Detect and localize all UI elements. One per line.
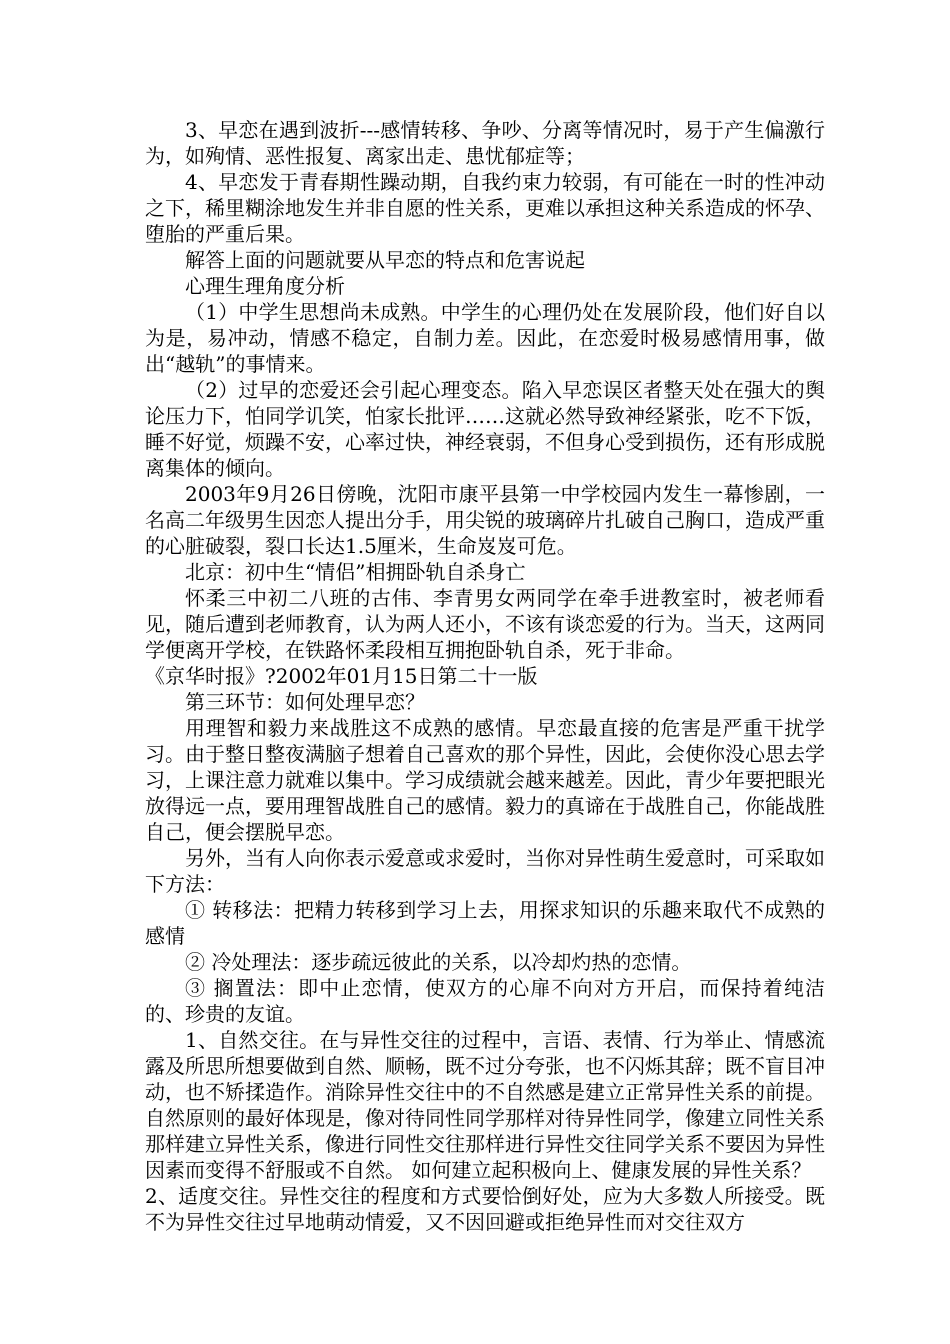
document-page [145,117,825,1235]
paragraph: （1）中学生思想尚未成熟。中学生的心理仍处在发展阶段，他们好自以为是，易冲动，情感不稳定，自制力差。因此，在恋爱时极易感情用事，做出“越轨”的事情来。 [145,300,825,376]
paragraph: （2）过早的恋爱还会引起心理变态。陷入早恋误区者整天处在强大的舆论压力下，怕同学讥笑，怕家长批评……这就必然导致神经紧张，吃不下饭，睡不好觉，烦躁不安，心率过快，神经衰弱，不但身心受到损伤，还有形成脱离集体的倾向。 [145,378,825,480]
section-heading: 第三环节：如何处理早恋？ [185,690,425,714]
paragraph: 另外，当有人向你表示爱意或求爱时，当你对异性萌生爱意时，可采取如下方法： [145,846,825,896]
section-heading: 心理生理角度分析 [185,274,345,298]
news-source: 《京华时报》?2002年01月15日第二十一版 [145,664,538,688]
list-item: ③ 搁置法：即中止恋情，使双方的心扉不向对方开启，而保持着纯洁的、珍贵的友谊。 [145,976,825,1026]
paragraph: 3、早恋在遇到波折---感情转移、争吵、分离等情况时，易于产生偏激行为，如殉情、恶性报复、离家出走、患忧郁症等； [145,118,825,168]
paragraph: 4、早恋发于青春期性躁动期，自我约束力较弱，有可能在一时的性冲动之下，稀里糊涂地发生并非自愿的性关系，更难以承担这种关系造成的怀孕、堕胎的严重后果。 [145,170,825,246]
paragraph: 2、适度交往。异性交往的程度和方式要恰倒好处，应为大多数人所接受。既不为异性交往过早地萌动情爱，又不因回避或拒绝异性而对交往双方 [145,1184,825,1234]
list-item: ② 冷处理法：逐步疏远彼此的关系，以冷却灼热的恋情。 [185,950,692,974]
list-item: ① 转移法：把精力转移到学习上去，用探求知识的乐趣来取代不成熟的感情 [145,898,825,948]
paragraph: 2003年9月26日傍晚，沈阳市康平县第一中学校园内发生一幕惨剧，一名高二年级男生因恋人提出分手，用尖锐的玻璃碎片扎破自己胸口，造成严重的心脏破裂，裂口长达1.5厘米，生命岌岌可危。 [145,482,825,558]
paragraph: 怀柔三中初二八班的古伟、李青男女两同学在牵手进教室时，被老师看见，随后遭到老师教育，认为两人还小，不该有谈恋爱的行为。当天，这两同学便离开学校，在铁路怀柔段相互拥抱卧轨自杀，死于非命。 [145,586,825,662]
paragraph: 解答上面的问题就要从早恋的特点和危害说起 [185,248,585,272]
paragraph: 用理智和毅力来战胜这不成熟的感情。早恋最直接的危害是严重干扰学习。由于整日整夜满脑子想着自己喜欢的那个异性，因此，会使你没心思去学习，上课注意力就难以集中。学习成绩就会越来越差。因此，青少年要把眼光放得远一点，要用理智战胜自己的感情。毅力的真谛在于战胜自己，你能战胜自己，便会摆脱早恋。 [145,716,825,844]
paragraph: 1、自然交往。在与异性交往的过程中，言语、表情、行为举止、情感流露及所思所想要做到自然、顺畅，既不过分夸张，也不闪烁其辞；既不盲目冲动，也不矫揉造作。消除异性交往中的不自然感是建立正常异性关系的前提。自然原则的最好体现是，像对待同性同学那样对待异性同学，像建立同性关系那样建立异性关系，像进行同性交往那样进行异性交往同学关系不要因为异性因素而变得不舒服或不自然。 如何建立起积极向上、健康发展的异性关系？ [145,1028,825,1182]
news-headline: 北京：初中生“情侣”相拥卧轨自杀身亡 [185,560,526,584]
